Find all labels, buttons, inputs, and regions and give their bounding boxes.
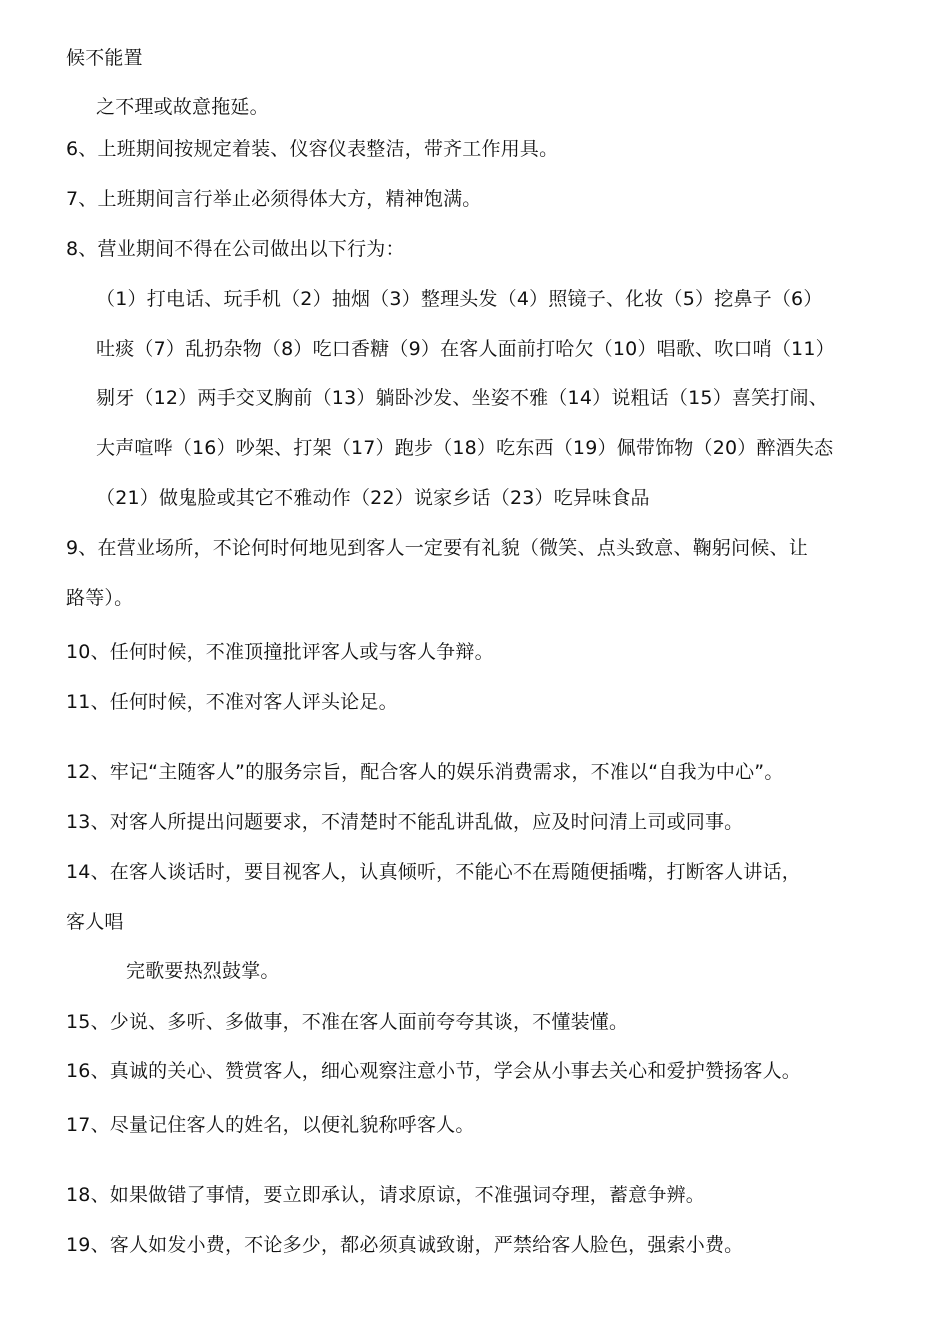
rule-8-item-line: 大声喧哗（16）吵架、打架（17）跑步（18）吃东西（19）佩带饰物（20）醉酒失态 [96,437,834,459]
rule-19: 19、客人如发小费，不论多少，都必须真诚致谢，严禁给客人脸色，强索小费。 [66,1234,744,1256]
rule-15: 15、少说、多听、多做事，不准在客人面前夸夸其谈，不懂装懂。 [66,1011,629,1033]
rule-8-item-line: 剔牙（12）两手交叉胸前（13）躺卧沙发、坐姿不雅（14）说粗话（15）喜笑打闹、 [96,387,828,409]
rule-13: 13、对客人所提出问题要求，不清楚时不能乱讲乱做，应及时问清上司或同事。 [66,811,744,833]
rule-11: 11、任何时候，不准对客人评头论足。 [66,691,398,713]
rule-9-continuation: 路等）。 [66,587,134,609]
rule-17: 17、尽量记住客人的姓名，以便礼貌称呼客人。 [66,1114,475,1136]
rule-14: 14、在客人谈话时，要目视客人，认真倾听，不能心不在焉随便插嘴，打断客人讲话， [66,861,801,883]
rule-12: 12、牢记“主随客人”的服务宗旨，配合客人的娱乐消费需求，不准以“自我为中心”。 [66,761,784,783]
rule-14-continuation: 完歌要热烈鼓掌。 [126,960,280,982]
rule-8-item-line: （21）做鬼脸或其它不雅动作（22）说家乡话（23）吃异味食品 [96,487,650,509]
rule-8-item-line: （1）打电话、玩手机（2）抽烟（3）整理头发（4）照镜子、化妆（5）挖鼻子（6） [96,288,823,310]
rule-14-continuation: 客人唱 [66,911,124,933]
rule-8: 8、营业期间不得在公司做出以下行为： [66,238,405,260]
rule-10: 10、任何时候，不准顶撞批评客人或与客人争辩。 [66,641,494,663]
rule-6: 6、上班期间按规定着装、仪容仪表整洁，带齐工作用具。 [66,138,559,160]
rule-18: 18、如果做错了事情，要立即承认，请求原谅，不准强词夺理，蓄意争辨。 [66,1184,705,1206]
text-line-continuation: 之不理或故意拖延。 [96,96,269,118]
rule-16: 16、真诚的关心、赞赏客人，细心观察注意小节，学会从小事去关心和爱护赞扬客人。 [66,1060,801,1082]
rule-9: 9、在营业场所，不论何时何地见到客人一定要有礼貌（微笑、点头致意、鞠躬问候、让 [66,537,808,559]
text-line-continuation: 候不能置 [66,47,143,69]
rule-7: 7、上班期间言行举止必须得体大方，精神饱满。 [66,188,482,210]
rule-8-item-line: 吐痰（7）乱扔杂物（8）吃口香糖（9）在客人面前打哈欠（10）唱歌、吹口哨（11） [96,338,835,360]
